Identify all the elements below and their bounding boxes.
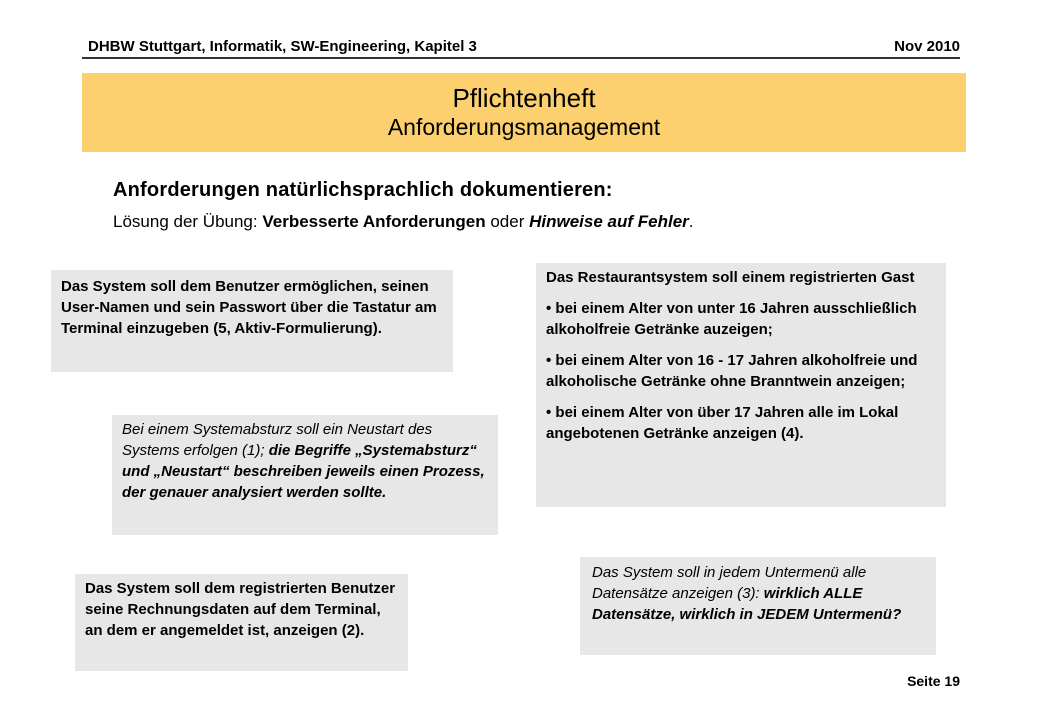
solution-middle: oder [485, 212, 530, 231]
requirement-hint: wirklich ALLE Datensätze, wirklich in JEDEM Untermenü? [592, 585, 902, 623]
solution-improved: Verbesserte Anforderungen [262, 212, 486, 231]
requirement-box-crash [112, 415, 498, 535]
header-date: Nov 2010 [894, 38, 960, 55]
requirement-box-billing [75, 574, 408, 671]
header-divider [82, 57, 960, 59]
page-number: Seite 19 [907, 673, 960, 689]
list-item: • bei einem Alter von über 17 Jahren alle im Lokal angebotenen Getränke anzeigen (4). [546, 404, 899, 442]
requirement-box-username [51, 270, 453, 372]
header-course: DHBW Stuttgart, Informatik, SW-Engineering, Kapitel 3 [88, 38, 477, 55]
solution-hints: Hinweise auf Fehler [529, 212, 689, 231]
requirement-intro: Das Restaurantsystem soll einem registrierten Gast [546, 269, 915, 286]
list-item: • bei einem Alter von unter 16 Jahren ausschließlich alkoholfreie Getränke auzeigen; [546, 300, 917, 338]
requirement-hint: die Begriffe „Systemabsturz“ und „Neustart“ beschreiben jeweils einen Prozess, der genauer analysiert werden sollte. [122, 442, 485, 501]
requirement-text: Bei einem Systemabsturz soll ein Neustart des Systems erfolgen (1); [122, 421, 433, 459]
requirement-box-restaurant [536, 263, 946, 507]
slide-title: Pflichtenheft [452, 83, 596, 113]
slide-subtitle: Anforderungsmanagement [387, 114, 661, 140]
solution-suffix: . [688, 212, 694, 231]
requirement-box-submenu [580, 557, 936, 655]
title-band [82, 73, 966, 152]
list-item: • bei einem Alter von 16 - 17 Jahren alkoholfreie und alkoholische Getränke ohne Branntwein anzeigen; [546, 352, 918, 390]
requirement-text: Das System soll dem registrierten Benutzer seine Rechnungsdaten auf dem Terminal, an dem er angemeldet ist, anzeigen (2). [85, 580, 396, 639]
solution-line [113, 212, 694, 232]
requirement-text: Das System soll dem Benutzer ermöglichen, seinen User-Namen und sein Passwort über die Tastatur am Terminal einzugeben (5, Aktiv-Formulierung). [61, 278, 437, 337]
section-heading: Anforderungen natürlichsprachlich dokumentieren: [113, 179, 613, 201]
solution-prefix: Lösung der Übung: [113, 212, 263, 231]
requirement-text: Das System soll in jedem Untermenü alle Datensätze anzeigen (3): [592, 564, 867, 602]
